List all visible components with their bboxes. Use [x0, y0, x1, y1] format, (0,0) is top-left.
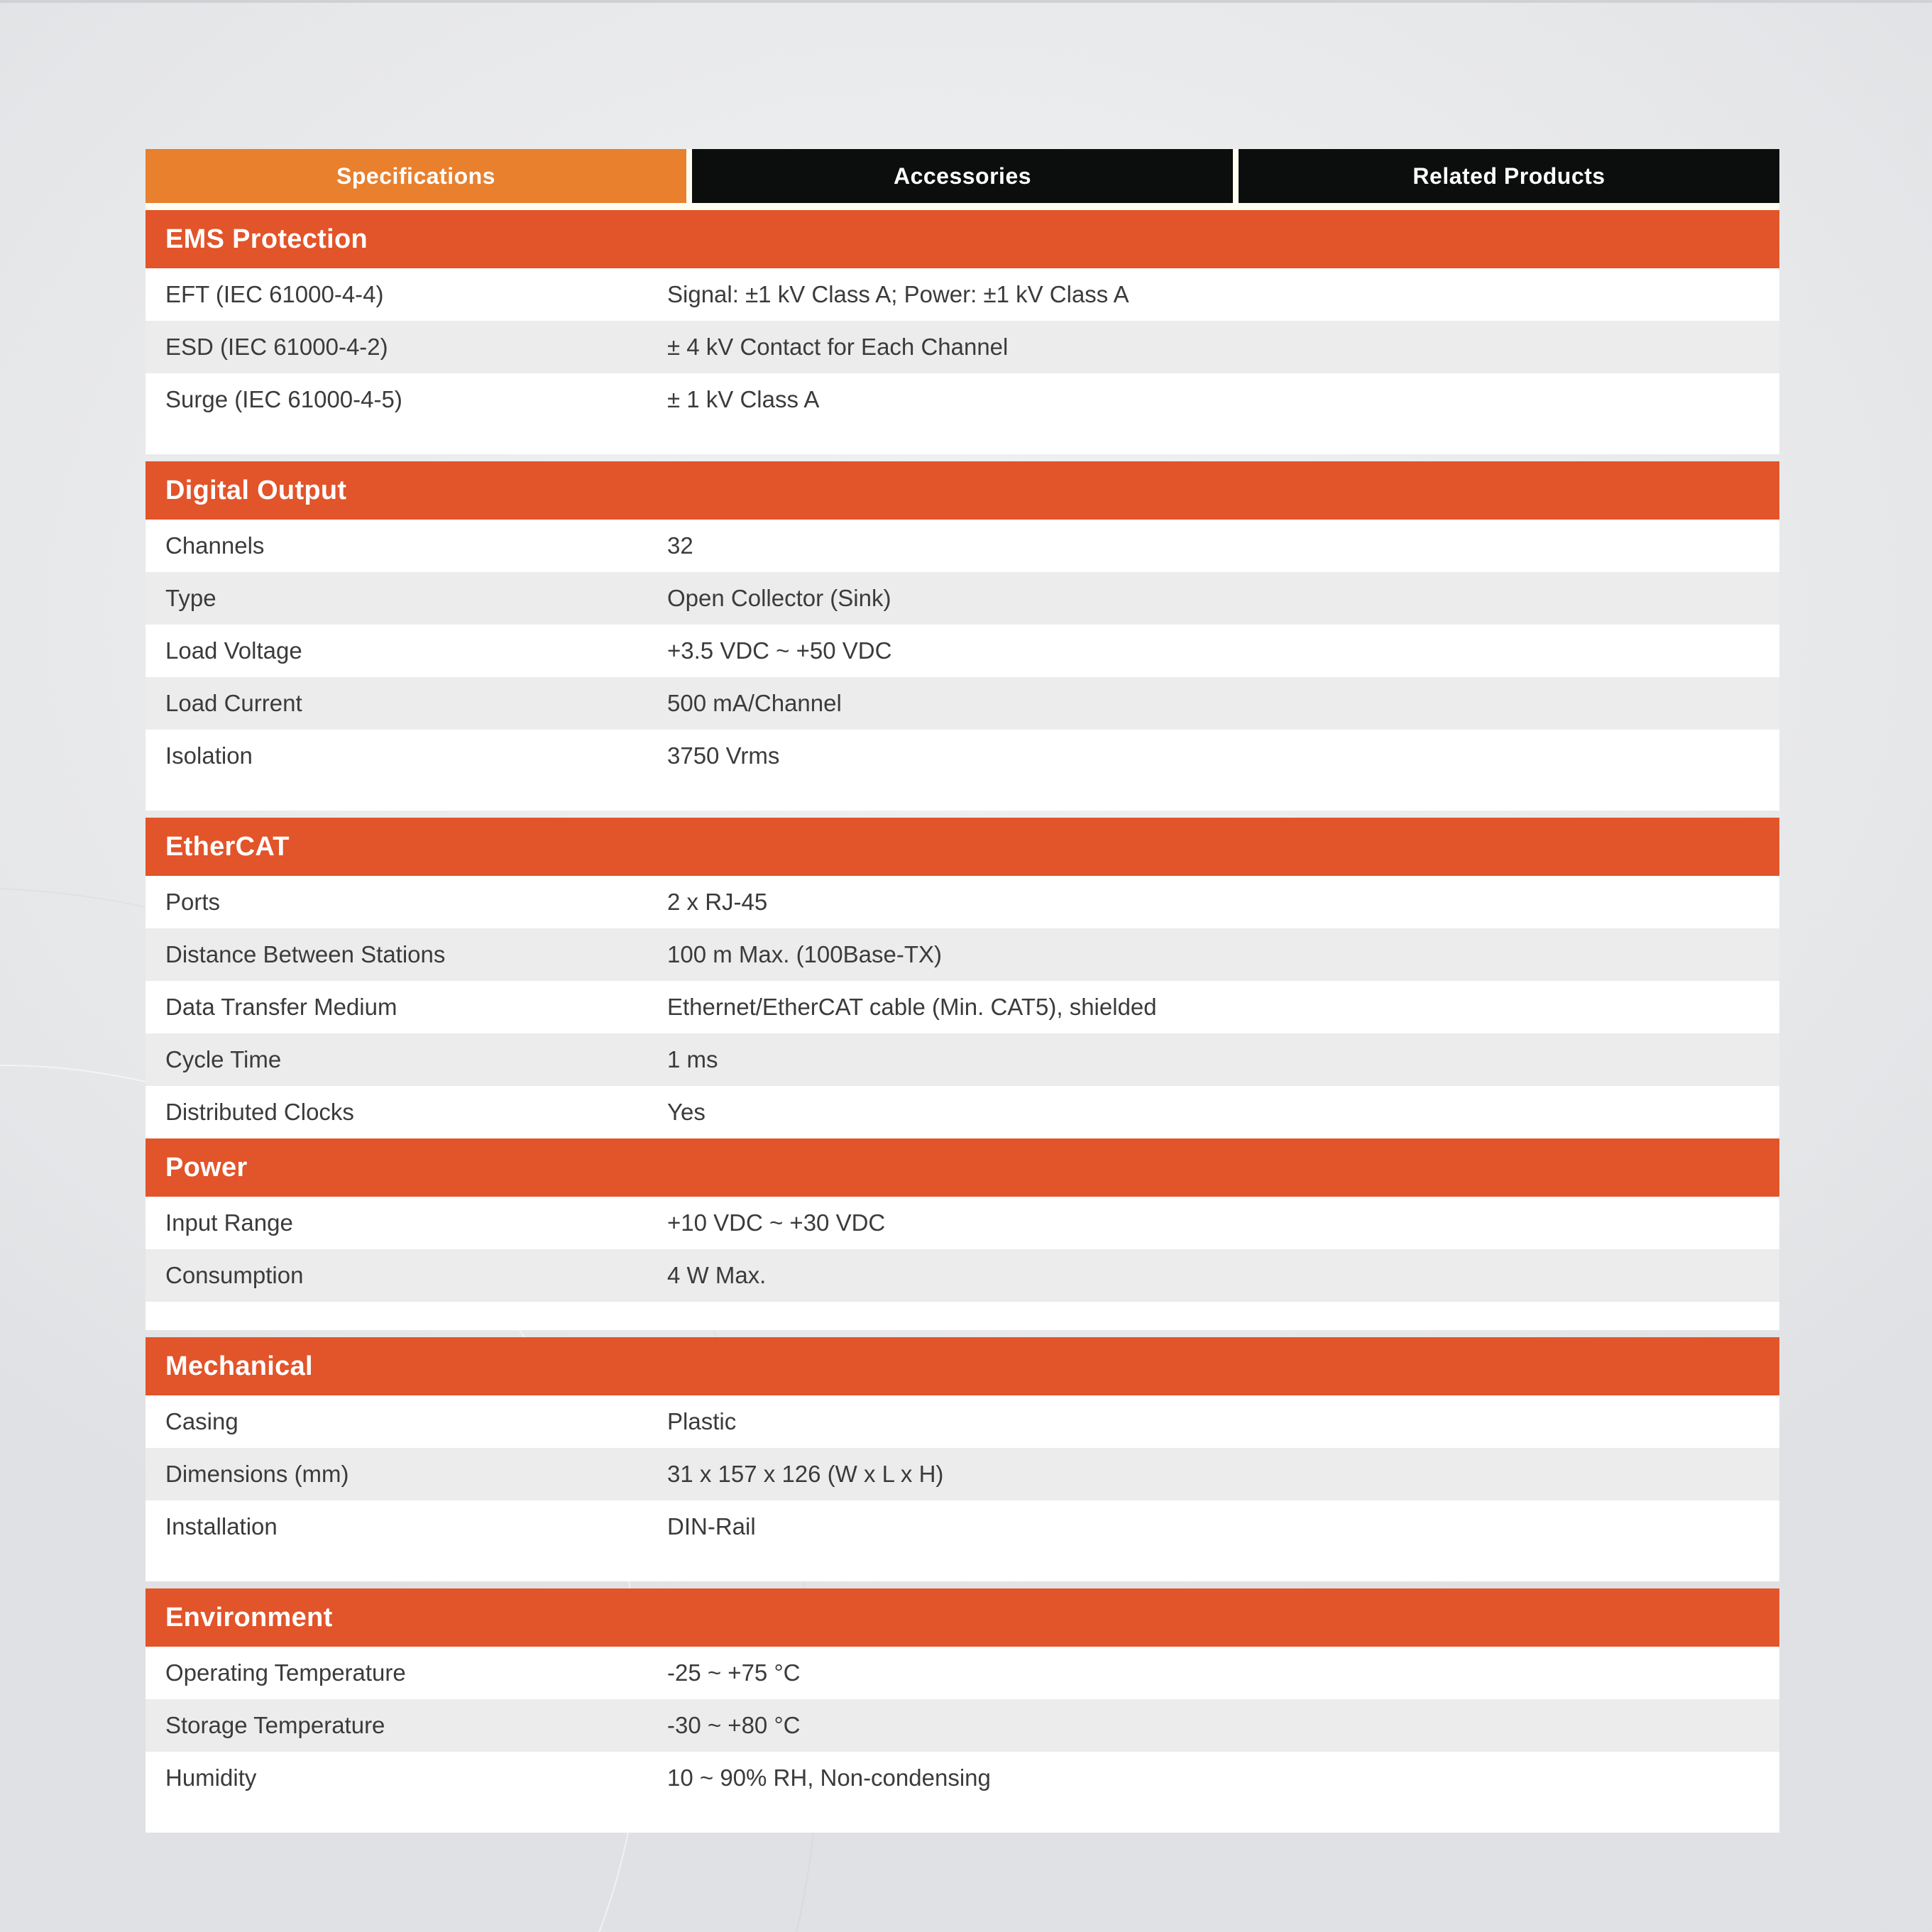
table-row: [146, 1699, 1779, 1752]
table-row: [146, 1647, 1779, 1699]
table-row: [146, 1249, 1779, 1302]
table-row: [146, 730, 1779, 782]
spec-value: 32: [667, 532, 693, 559]
section-spacer: [146, 782, 1779, 811]
section-title: EtherCAT: [146, 818, 1779, 876]
section-digital-output: [146, 461, 1779, 811]
spec-label: Consumption: [165, 1262, 304, 1288]
section-power: [146, 1138, 1779, 1330]
spec-value: +10 VDC ~ +30 VDC: [667, 1209, 886, 1236]
section-rows: [146, 268, 1779, 426]
spec-label: Casing: [165, 1408, 238, 1434]
spec-value: Signal: ±1 kV Class A; Power: ±1 kV Class A: [667, 281, 1129, 307]
section-rows: [146, 520, 1779, 782]
spec-value: ± 4 kV Contact for Each Channel: [667, 334, 1009, 360]
window-top-border: [0, 0, 1932, 3]
tab-specifications[interactable]: Specifications: [146, 149, 686, 203]
spec-label: Distance Between Stations: [165, 941, 446, 967]
spec-value: 2 x RJ-45: [667, 889, 768, 915]
section-ems-protection: [146, 210, 1779, 454]
table-row: [146, 981, 1779, 1033]
spec-value: ± 1 kV Class A: [667, 386, 820, 412]
spec-label: Storage Temperature: [165, 1712, 385, 1738]
table-row: [146, 520, 1779, 572]
spec-page-content: [146, 149, 1779, 1840]
section-title: Mechanical: [146, 1337, 1779, 1395]
section-environment: [146, 1588, 1779, 1833]
section-title: Environment: [146, 1588, 1779, 1647]
spec-label: Cycle Time: [165, 1046, 282, 1072]
spec-label: EFT (IEC 61000-4-4): [165, 281, 384, 307]
section-title: EMS Protection: [146, 210, 1779, 268]
table-row: [146, 1086, 1779, 1138]
table-row: [146, 677, 1779, 730]
spec-value: 1 ms: [667, 1046, 718, 1072]
tab-related-products[interactable]: Related Products: [1239, 149, 1779, 203]
table-row: [146, 625, 1779, 677]
spec-value: Yes: [667, 1099, 706, 1125]
section-spacer: [146, 426, 1779, 454]
spec-label: Channels: [165, 532, 265, 559]
tab-underline: [146, 203, 1779, 210]
spec-label: Surge (IEC 61000-4-5): [165, 386, 402, 412]
spec-value: 3750 Vrms: [667, 742, 780, 769]
spec-label: Isolation: [165, 742, 253, 769]
spec-label: Humidity: [165, 1764, 257, 1791]
section-spacer: [146, 1804, 1779, 1833]
table-row: [146, 1197, 1779, 1249]
section-rows: [146, 1197, 1779, 1302]
table-row: [146, 928, 1779, 981]
table-row: [146, 268, 1779, 321]
spec-value: +3.5 VDC ~ +50 VDC: [667, 637, 892, 664]
section-rows: [146, 1395, 1779, 1553]
section-title: Power: [146, 1138, 1779, 1197]
section-ethercat: [146, 818, 1779, 1138]
table-row: [146, 373, 1779, 426]
tab-bar: [146, 149, 1779, 203]
spec-value: Plastic: [667, 1408, 737, 1434]
section-spacer: [146, 1302, 1779, 1330]
spec-value: -30 ~ +80 °C: [667, 1712, 801, 1738]
section-spacer: [146, 1553, 1779, 1581]
spec-label: Load Current: [165, 690, 302, 716]
spec-label: Ports: [165, 889, 221, 915]
table-row: [146, 1033, 1779, 1086]
spec-label: Distributed Clocks: [165, 1099, 354, 1125]
spec-value: 4 W Max.: [667, 1262, 767, 1288]
table-row: [146, 1500, 1779, 1553]
spec-value: -25 ~ +75 °C: [667, 1659, 801, 1686]
table-row: [146, 876, 1779, 928]
table-row: [146, 1752, 1779, 1804]
spec-value: DIN-Rail: [667, 1513, 756, 1539]
spec-label: Installation: [165, 1513, 278, 1539]
table-row: [146, 1448, 1779, 1500]
table-row: [146, 321, 1779, 373]
spec-label: Input Range: [165, 1209, 293, 1236]
table-row: [146, 572, 1779, 625]
spec-value: Open Collector (Sink): [667, 585, 891, 611]
spec-value: 31 x 157 x 126 (W x L x H): [667, 1461, 944, 1487]
spec-label: ESD (IEC 61000-4-2): [165, 334, 388, 360]
spec-label: Dimensions (mm): [165, 1461, 349, 1487]
spec-label: Load Voltage: [165, 637, 302, 664]
table-row: [146, 1395, 1779, 1448]
spec-value: 100 m Max. (100Base-TX): [667, 941, 942, 967]
spec-value: Ethernet/EtherCAT cable (Min. CAT5), shielded: [667, 994, 1157, 1020]
spec-label: Data Transfer Medium: [165, 994, 397, 1020]
section-rows: [146, 876, 1779, 1138]
tab-accessories[interactable]: Accessories: [692, 149, 1233, 203]
section-mechanical: [146, 1337, 1779, 1581]
spec-value: 10 ~ 90% RH, Non-condensing: [667, 1764, 991, 1791]
section-rows: [146, 1647, 1779, 1804]
spec-label: Type: [165, 585, 216, 611]
section-title: Digital Output: [146, 461, 1779, 520]
spec-label: Operating Temperature: [165, 1659, 406, 1686]
spec-value: 500 mA/Channel: [667, 690, 842, 716]
